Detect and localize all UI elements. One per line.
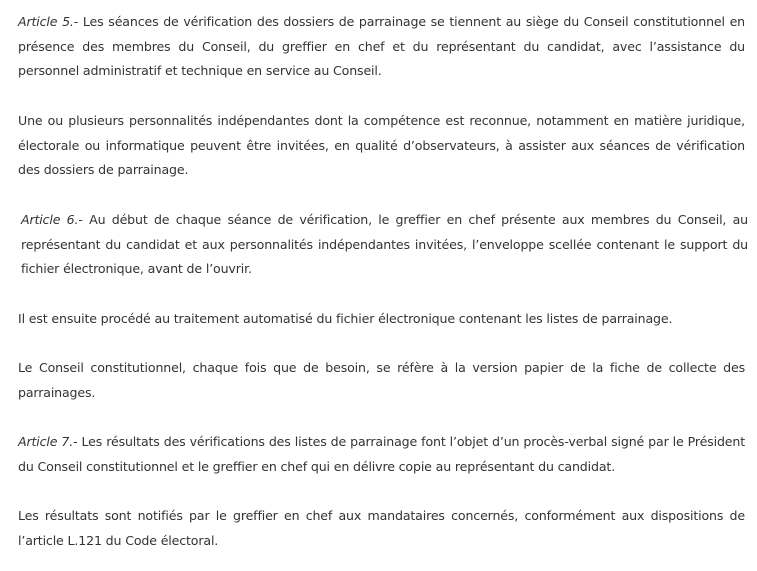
article-7-paragraph [18, 430, 745, 479]
article-7-text: - Les résultats des vérifications des listes de parrainage font l’objet d’un procès-verbal signé par le Président du Conseil constitutionnel et le greffier en chef qui en délivre copie au représentant du candidat. [18, 434, 746, 474]
article-6-paragraph [18, 208, 748, 282]
paper-version-paragraph [18, 356, 745, 405]
article-6-text: - Au début de chaque séance de vérification, le greffier en chef présente aux membres du Conseil, au représentant du candidat et aux personnalités indépendantes invitées, l’enveloppe scellée contenant le support du fichier électronique, avant de l’ouvrir. [21, 212, 748, 276]
automated-processing-paragraph [18, 307, 745, 332]
article-5-text: - Les séances de vérification des dossiers de parrainage se tiennent au siège du Conseil constitutionnel en présence des membres du Conseil, du greffier en chef et du représentant du candidat, avec l’assistance du personnel administratif et technique en service au Conseil. [18, 14, 745, 78]
paper-version-text: Le Conseil constitutionnel, chaque fois que de besoin, se réfère à la version papier de la fiche de collecte des parrainages. [18, 360, 745, 400]
notification-paragraph [18, 504, 745, 553]
observers-text: Une ou plusieurs personnalités indépendantes dont la compétence est reconnue, notamment en matière juridique, électorale ou informatique peuvent être invitées, en qualité d’observateurs, à assister aux séances de vérification des dossiers de parrainage. [18, 113, 745, 177]
observers-paragraph [18, 109, 745, 183]
article-5-paragraph [18, 10, 745, 84]
automated-processing-text: Il est ensuite procédé au traitement automatisé du fichier électronique contenant les listes de parrainage. [18, 311, 673, 326]
notification-text: Les résultats sont notifiés par le greffier en chef aux mandataires concernés, conformément aux dispositions de l’article L.121 du Code électoral. [18, 508, 745, 548]
article-6-label: Article 6. [21, 212, 79, 227]
article-7-label: Article 7. [18, 434, 74, 449]
article-5-label: Article 5. [18, 14, 74, 29]
